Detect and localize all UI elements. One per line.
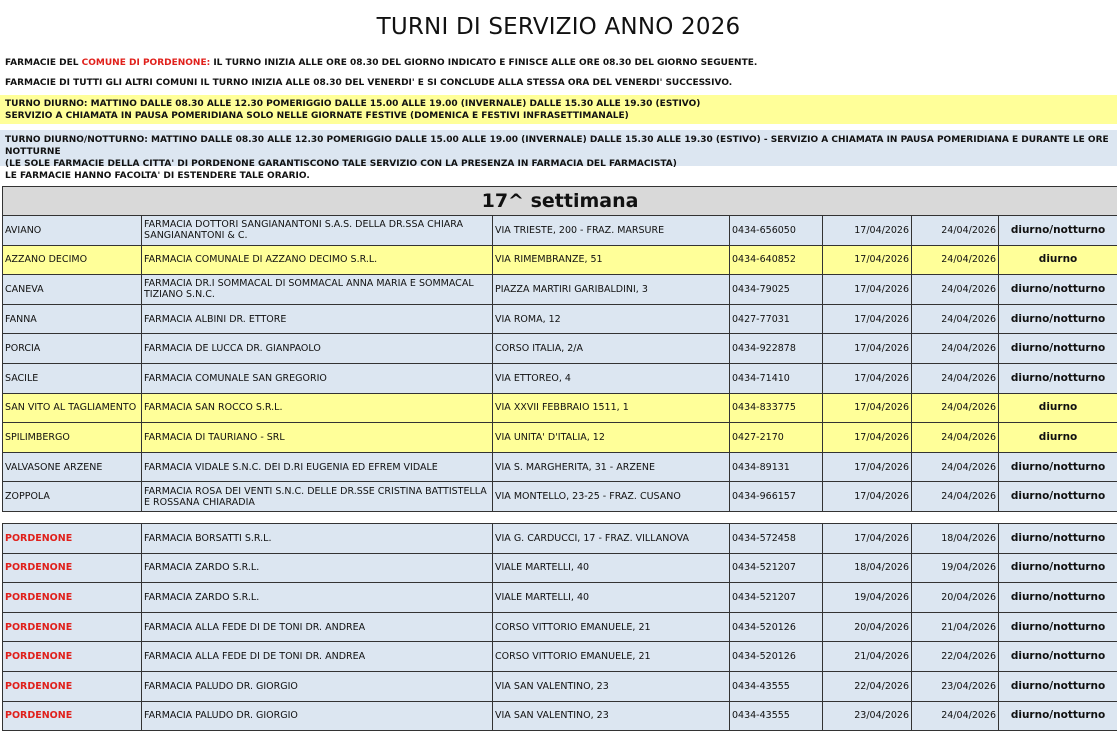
- note-text: FARMACIE DEL: [5, 58, 82, 68]
- farmacia-cell: FARMACIA DR.I SOMMACAL DI SOMMACAL ANNA MARIA E SOMMACAL TIZIANO S.N.C.: [142, 275, 493, 305]
- date-to-cell: 18/04/2026: [912, 523, 999, 553]
- week-label: 17^ settimana: [3, 187, 1117, 216]
- address-cell: VIALE MARTELLI, 40: [493, 583, 730, 613]
- turni-table: [2, 186, 1117, 731]
- turno-type-cell: diurno/notturno: [999, 482, 1117, 512]
- spacer-cell: [3, 511, 1117, 523]
- phone-cell: 0434-922878: [730, 334, 823, 364]
- date-from-cell: 17/04/2026: [823, 275, 912, 305]
- date-to-cell: 23/04/2026: [912, 671, 999, 701]
- farmacia-cell: FARMACIA COMUNALE DI AZZANO DECIMO S.R.L.: [142, 245, 493, 275]
- phone-cell: 0434-79025: [730, 275, 823, 305]
- date-to-cell: 22/04/2026: [912, 642, 999, 672]
- farmacia-cell: FARMACIA BORSATTI S.R.L.: [142, 523, 493, 553]
- date-to-cell: 24/04/2026: [912, 393, 999, 423]
- comune-cell: PORCIA: [3, 334, 142, 364]
- turno-type-cell: diurno/notturno: [999, 553, 1117, 583]
- table-row: [3, 583, 1117, 613]
- table-row: [3, 612, 1117, 642]
- date-from-cell: 17/04/2026: [823, 334, 912, 364]
- table-row: [3, 423, 1117, 453]
- date-from-cell: 17/04/2026: [823, 304, 912, 334]
- table-row: [3, 553, 1117, 583]
- turno-type-cell: diurno/notturno: [999, 523, 1117, 553]
- date-from-cell: 19/04/2026: [823, 583, 912, 613]
- farmacia-cell: FARMACIA DOTTORI SANGIANANTONI S.A.S. DELLA DR.SSA CHIARA SANGIANANTONI & C.: [142, 216, 493, 246]
- comune-cell: SACILE: [3, 363, 142, 393]
- date-to-cell: 24/04/2026: [912, 216, 999, 246]
- phone-cell: 0434-71410: [730, 363, 823, 393]
- turno-type-cell: diurno/notturno: [999, 452, 1117, 482]
- address-cell: VIA SAN VALENTINO, 23: [493, 671, 730, 701]
- table-row: [3, 216, 1117, 246]
- address-cell: VIA XXVII FEBBRAIO 1511, 1: [493, 393, 730, 423]
- phone-cell: 0434-640852: [730, 245, 823, 275]
- phone-cell: 0434-572458: [730, 523, 823, 553]
- comune-cell: ZOPPOLA: [3, 482, 142, 512]
- phone-cell: 0434-520126: [730, 612, 823, 642]
- comune-cell: FANNA: [3, 304, 142, 334]
- table-row: [3, 523, 1117, 553]
- comune-cell: PORDENONE: [3, 642, 142, 672]
- farmacia-cell: FARMACIA ALLA FEDE DI DE TONI DR. ANDREA: [142, 642, 493, 672]
- date-to-cell: 24/04/2026: [912, 275, 999, 305]
- turno-type-cell: diurno/notturno: [999, 334, 1117, 364]
- farmacia-cell: FARMACIA SAN ROCCO S.R.L.: [142, 393, 493, 423]
- date-to-cell: 21/04/2026: [912, 612, 999, 642]
- page-title: TURNI DI SERVIZIO ANNO 2026: [376, 14, 741, 40]
- address-cell: VIA UNITA' D'ITALIA, 12: [493, 423, 730, 453]
- date-from-cell: 17/04/2026: [823, 216, 912, 246]
- date-from-cell: 17/04/2026: [823, 482, 912, 512]
- note-text: TURNO DIURNO/NOTTURNO: MATTINO DALLE 08.30 ALLE 12.30 POMERIGGIO DALLE 15.00 ALLE 19.00 (INVERNALE) DALLE 15.30 ALLE 19.30 (ESTIVO) - SERVIZIO A CHIAMATA IN PAUSA POMERIDIANA E DURANTE LE ORE NOTTURNE: [5, 135, 1109, 157]
- farmacia-cell: FARMACIA ROSA DEI VENTI S.N.C. DELLE DR.SSE CRISTINA BATTISTELLA E ROSSANA CHIARADIA: [142, 482, 493, 512]
- phone-cell: 0434-833775: [730, 393, 823, 423]
- date-from-cell: 20/04/2026: [823, 612, 912, 642]
- note-text: SERVIZIO A CHIAMATA IN PAUSA POMERIDIANA SOLO NELLE GIORNATE FESTIVE (DOMENICA E FESTIVI INFRASETTIMANALE): [5, 111, 629, 121]
- table-row: [3, 642, 1117, 672]
- note-turno-notturno: [0, 130, 1117, 169]
- date-from-cell: 17/04/2026: [823, 452, 912, 482]
- week-header: [3, 187, 1117, 216]
- address-cell: VIA S. MARGHERITA, 31 - ARZENE: [493, 452, 730, 482]
- phone-cell: 0434-521207: [730, 583, 823, 613]
- comune-cell: PORDENONE: [3, 523, 142, 553]
- date-to-cell: 24/04/2026: [912, 482, 999, 512]
- date-from-cell: 23/04/2026: [823, 701, 912, 731]
- table-row: [3, 671, 1117, 701]
- note-pordenone: [0, 57, 1117, 69]
- address-cell: CORSO VITTORIO EMANUELE, 21: [493, 642, 730, 672]
- date-from-cell: 17/04/2026: [823, 393, 912, 423]
- turno-type-cell: diurno/notturno: [999, 304, 1117, 334]
- farmacia-cell: FARMACIA VIDALE S.N.C. DEI D.RI EUGENIA ED EFREM VIDALE: [142, 452, 493, 482]
- turno-type-cell: diurno/notturno: [999, 363, 1117, 393]
- table-row: [3, 701, 1117, 731]
- date-from-cell: 17/04/2026: [823, 363, 912, 393]
- note-estendere: LE FARMACIE HANNO FACOLTA' DI ESTENDERE TALE ORARIO.: [5, 171, 310, 181]
- comune-cell: SPILIMBERGO: [3, 423, 142, 453]
- address-cell: CORSO ITALIA, 2/A: [493, 334, 730, 364]
- turno-type-cell: diurno/notturno: [999, 642, 1117, 672]
- address-cell: VIA TRIESTE, 200 - FRAZ. MARSURE: [493, 216, 730, 246]
- address-cell: CORSO VITTORIO EMANUELE, 21: [493, 612, 730, 642]
- turno-type-cell: diurno/notturno: [999, 216, 1117, 246]
- table-row: [3, 245, 1117, 275]
- comune-cell: PORDENONE: [3, 553, 142, 583]
- address-cell: VIA MONTELLO, 23-25 - FRAZ. CUSANO: [493, 482, 730, 512]
- address-cell: VIALE MARTELLI, 40: [493, 553, 730, 583]
- farmacia-cell: FARMACIA ALLA FEDE DI DE TONI DR. ANDREA: [142, 612, 493, 642]
- note-other-comuni: FARMACIE DI TUTTI GLI ALTRI COMUNI IL TURNO INIZIA ALLE 08.30 DEL VENERDI' E SI CONCLUDE ALLA STESSA ORA DEL VENERDI' SUCCESSIVO.: [5, 78, 733, 88]
- table-row: [3, 393, 1117, 423]
- date-to-cell: 24/04/2026: [912, 334, 999, 364]
- spacer-row: [3, 511, 1117, 523]
- comune-cell: CANEVA: [3, 275, 142, 305]
- comune-cell: PORDENONE: [3, 612, 142, 642]
- farmacia-cell: FARMACIA ALBINI DR. ETTORE: [142, 304, 493, 334]
- date-from-cell: 17/04/2026: [823, 423, 912, 453]
- comune-cell: PORDENONE: [3, 671, 142, 701]
- note-text: IL TURNO INIZIA ALLE ORE 08.30 DEL GIORNO INDICATO E FINISCE ALLE ORE 08.30 DEL GIORNO SEGUENTE.: [210, 58, 758, 68]
- date-from-cell: 18/04/2026: [823, 553, 912, 583]
- address-cell: VIA SAN VALENTINO, 23: [493, 701, 730, 731]
- address-cell: VIA RIMEMBRANZE, 51: [493, 245, 730, 275]
- phone-cell: 0434-966157: [730, 482, 823, 512]
- address-cell: PIAZZA MARTIRI GARIBALDINI, 3: [493, 275, 730, 305]
- date-to-cell: 24/04/2026: [912, 452, 999, 482]
- farmacia-cell: FARMACIA DE LUCCA DR. GIANPAOLO: [142, 334, 493, 364]
- date-from-cell: 21/04/2026: [823, 642, 912, 672]
- note-text: TURNO DIURNO: MATTINO DALLE 08.30 ALLE 12.30 POMERIGGIO DALLE 15.00 ALLE 19.00 (INVERNALE) DALLE 15.30 ALLE 19.30 (ESTIVO): [5, 99, 701, 109]
- table-row: [3, 275, 1117, 305]
- date-to-cell: 20/04/2026: [912, 583, 999, 613]
- phone-cell: 0434-520126: [730, 642, 823, 672]
- phone-cell: 0434-521207: [730, 553, 823, 583]
- comune-cell: PORDENONE: [3, 583, 142, 613]
- turno-type-cell: diurno: [999, 423, 1117, 453]
- date-to-cell: 24/04/2026: [912, 701, 999, 731]
- comune-cell: SAN VITO AL TAGLIAMENTO: [3, 393, 142, 423]
- date-to-cell: 24/04/2026: [912, 423, 999, 453]
- address-cell: VIA ETTOREO, 4: [493, 363, 730, 393]
- turno-type-cell: diurno/notturno: [999, 612, 1117, 642]
- note-highlight: COMUNE DI PORDENONE:: [81, 58, 211, 68]
- turno-type-cell: diurno/notturno: [999, 671, 1117, 701]
- comune-cell: VALVASONE ARZENE: [3, 452, 142, 482]
- farmacia-cell: FARMACIA ZARDO S.R.L.: [142, 553, 493, 583]
- date-from-cell: 22/04/2026: [823, 671, 912, 701]
- table-row: [3, 304, 1117, 334]
- farmacia-cell: FARMACIA PALUDO DR. GIORGIO: [142, 701, 493, 731]
- turno-type-cell: diurno/notturno: [999, 701, 1117, 731]
- comune-cell: AZZANO DECIMO: [3, 245, 142, 275]
- date-to-cell: 24/04/2026: [912, 363, 999, 393]
- phone-cell: 0434-43555: [730, 701, 823, 731]
- address-cell: VIA ROMA, 12: [493, 304, 730, 334]
- farmacia-cell: FARMACIA ZARDO S.R.L.: [142, 583, 493, 613]
- turno-type-cell: diurno/notturno: [999, 583, 1117, 613]
- table-row: [3, 363, 1117, 393]
- phone-cell: 0434-656050: [730, 216, 823, 246]
- address-cell: VIA G. CARDUCCI, 17 - FRAZ. VILLANOVA: [493, 523, 730, 553]
- date-from-cell: 17/04/2026: [823, 245, 912, 275]
- table-row: [3, 334, 1117, 364]
- comune-cell: PORDENONE: [3, 701, 142, 731]
- note-turno-diurno: [0, 95, 1117, 124]
- date-from-cell: 17/04/2026: [823, 523, 912, 553]
- farmacia-cell: FARMACIA COMUNALE SAN GREGORIO: [142, 363, 493, 393]
- table-row: [3, 452, 1117, 482]
- phone-cell: 0427-77031: [730, 304, 823, 334]
- phone-cell: 0427-2170: [730, 423, 823, 453]
- turno-type-cell: diurno/notturno: [999, 275, 1117, 305]
- comune-cell: AVIANO: [3, 216, 142, 246]
- table-row: [3, 482, 1117, 512]
- phone-cell: 0434-89131: [730, 452, 823, 482]
- farmacia-cell: FARMACIA DI TAURIANO - SRL: [142, 423, 493, 453]
- date-to-cell: 24/04/2026: [912, 304, 999, 334]
- note-text: (LE SOLE FARMACIE DELLA CITTA' DI PORDENONE GARANTISCONO TALE SERVIZIO CON LA PRESENZA IN FARMACIA DEL FARMACISTA): [5, 159, 677, 169]
- phone-cell: 0434-43555: [730, 671, 823, 701]
- farmacia-cell: FARMACIA PALUDO DR. GIORGIO: [142, 671, 493, 701]
- date-to-cell: 24/04/2026: [912, 245, 999, 275]
- date-to-cell: 19/04/2026: [912, 553, 999, 583]
- turno-type-cell: diurno: [999, 393, 1117, 423]
- turno-type-cell: diurno: [999, 245, 1117, 275]
